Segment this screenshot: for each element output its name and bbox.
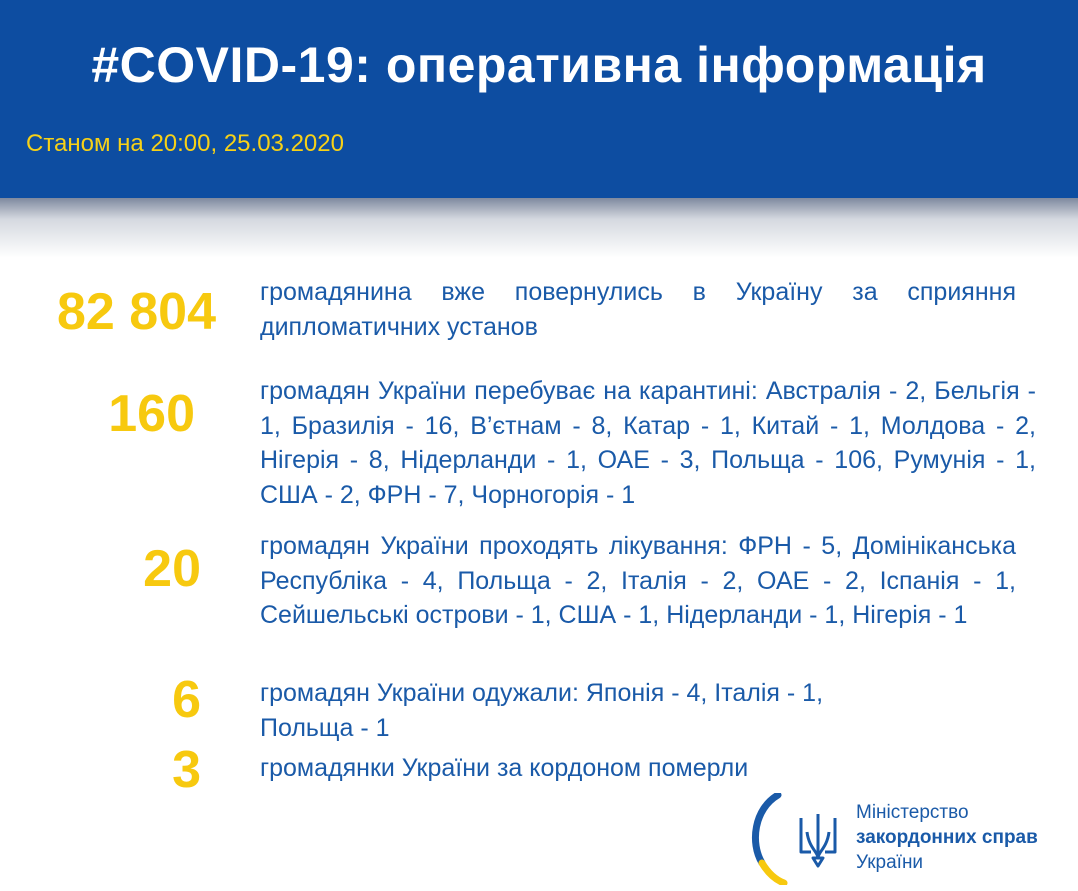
date-line: Станом на 20:00, 25.03.2020 xyxy=(26,130,344,157)
page-title: #COVID-19: оперативна інформація xyxy=(91,37,987,93)
stat-number-treatment: 20 xyxy=(143,540,201,598)
stat-text-deceased: громадянки України за кордоном померли xyxy=(260,754,749,782)
stat-number-quarantine: 160 xyxy=(108,385,195,443)
trident-icon xyxy=(797,812,839,868)
header-shadow xyxy=(0,198,1078,258)
stat-number-recovered: 6 xyxy=(172,671,201,729)
stat-text-returned: громадянина вже повернулись в Україну за сприяння дипломатичних установ xyxy=(260,278,1016,341)
stat-number-deceased: 3 xyxy=(172,741,201,799)
logo-line-3: України xyxy=(856,852,924,873)
ministry-logo-text xyxy=(856,800,1038,875)
header-banner xyxy=(0,0,1078,198)
logo-line-2: закордонних справ xyxy=(856,827,1038,848)
ministry-logo-arc xyxy=(748,793,788,885)
stat-text-recovered: громадян України одужали: Японія - 4, Італія - 1, Польща - 1 xyxy=(260,679,824,742)
stat-text-quarantine: громадян України перебуває на карантині: Австралія - 2, Бельгія - 1, Бразилія - 16, В’єтнам - 8, Катар - 1, Китай - 1, Молдова - 2, Нігерія - 8, Нідерланди - 1, ОАЕ - 3, Польща - 106, Румунія - 1, США - 2, ФРН - 7, Чорногорія - 1 xyxy=(260,377,1036,509)
logo-line-1: Міністерство xyxy=(856,802,969,823)
stat-number-returned: 82 804 xyxy=(56,283,216,341)
stat-text-treatment: громадян України проходять лікування: ФРН - 5, Домініканська Республіка - 4, Польща - 2, Італія - 2, ОАЕ - 2, Іспанія - 1, Сейшельські острови - 1, США - 1, Нідерланди - 1, Нігерія - 1 xyxy=(260,532,1016,629)
